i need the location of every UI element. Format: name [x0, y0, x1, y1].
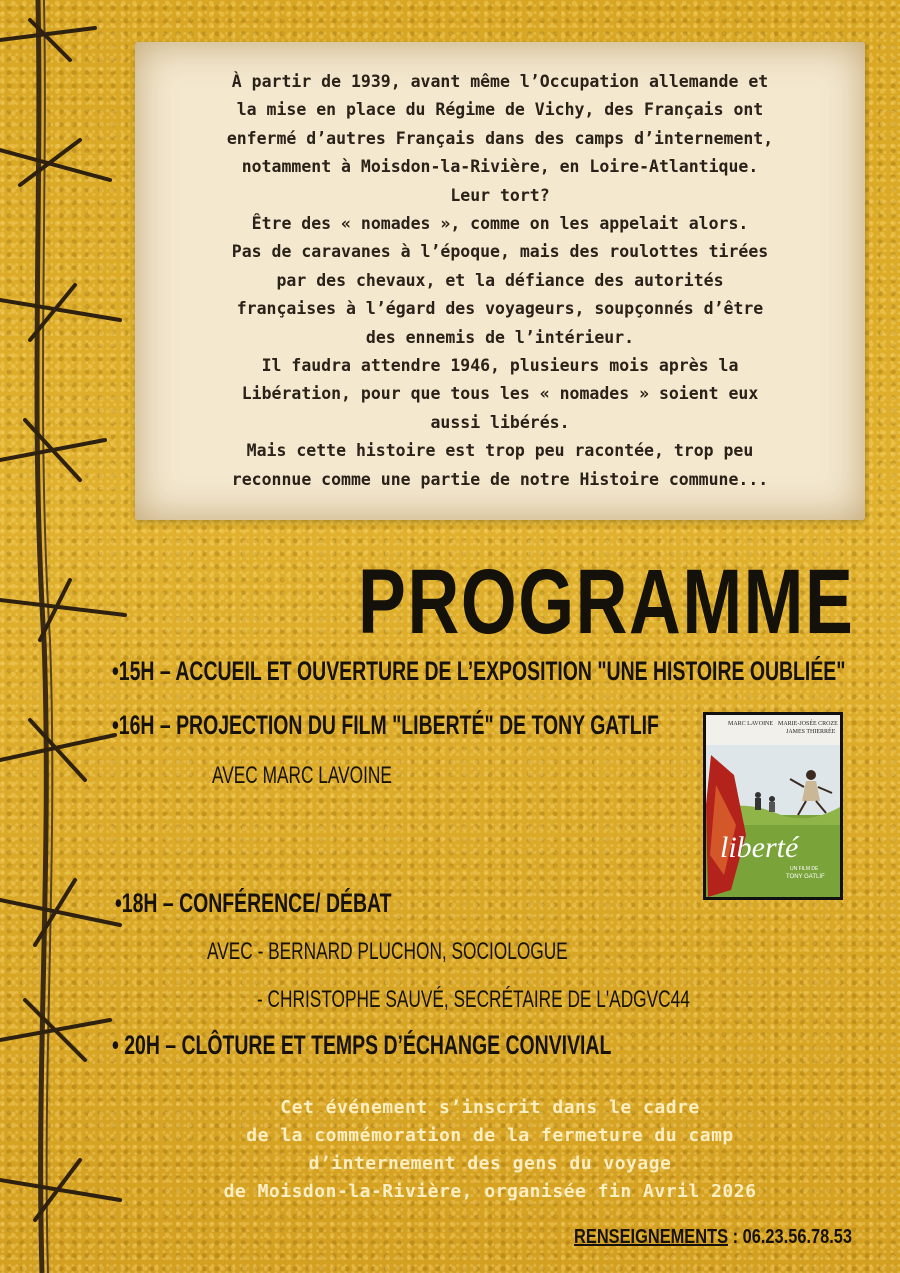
footer-line: Cet événement s’inscrit dans le cadre — [280, 1097, 700, 1118]
programme-item-18h-speaker-1: AVEC - BERNARD PLUCHON, SOCIOLOGUE — [207, 938, 568, 965]
intro-line: Être des « nomades », comme on les appelait alors. — [251, 214, 749, 234]
intro-line: notamment à Moisdon-la-Rivière, en Loire-Atlantique. — [241, 157, 759, 177]
footer-line: d’internement des gens du voyage — [308, 1153, 672, 1174]
intro-line: par des chevaux, et la défiance des autorités — [276, 270, 724, 290]
intro-text — [153, 68, 847, 494]
intro-line: enfermé d’autres Français dans des camps d’internement, — [226, 128, 774, 148]
intro-line: françaises à l’égard des voyageurs, soupçonnés d’être — [236, 299, 764, 319]
footer-line: de Moisdon-la-Rivière, organisée fin Avril 2026 — [223, 1181, 757, 1202]
poster-credit-2: TONY GATLIF — [786, 874, 825, 880]
contact-label: RENSEIGNEMENTS — [573, 1226, 728, 1248]
programme-item-18h-speaker-2: - CHRISTOPHE SAUVÉ, SECRÉTAIRE DE L'ADGVC44 — [257, 986, 690, 1013]
footer-line: de la commémoration de la fermeture du camp — [246, 1125, 734, 1146]
intro-note — [135, 42, 865, 520]
intro-line: aussi libérés. — [430, 412, 570, 432]
poster-credit-1: UN FILM DE — [790, 866, 819, 872]
intro-line: Libération, pour que tous les « nomades » soient eux — [241, 384, 759, 404]
poster-actor-right-2: JAMES THIERRÉE — [786, 729, 836, 735]
film-poster-image — [706, 715, 840, 897]
poster-actor-left: MARC LAVOINE — [728, 721, 774, 727]
intro-line: À partir de 1939, avant même l’Occupation allemande et — [231, 72, 769, 91]
barbed-wire-illustration — [0, 0, 140, 1273]
intro-line: Pas de caravanes à l’époque, mais des roulottes tirées — [231, 242, 769, 262]
intro-line: la mise en place du Régime de Vichy, des Français ont — [236, 100, 764, 120]
programme-item-18h: •18H – CONFÉRENCE/ DÉBAT — [115, 888, 392, 918]
programme-item-20h: • 20H – CLÔTURE ET TEMPS D’ÉCHANGE CONVIVIAL — [112, 1030, 612, 1060]
intro-line: Leur tort? — [450, 185, 550, 205]
intro-line: Mais cette histoire est trop peu racontée, trop peu — [246, 441, 754, 461]
programme-item-16h: •16H – PROJECTION DU FILM "LIBERTÉ" DE TONY GATLIF — [112, 710, 659, 740]
programme-item-16h-cast: AVEC MARC LAVOINE — [212, 762, 392, 789]
event-context-text — [90, 1094, 890, 1206]
intro-line: Il faudra attendre 1946, plusieurs mois après la — [261, 356, 739, 376]
intro-line: des ennemis de l’intérieur. — [365, 327, 635, 347]
poster-actor-right-1: MARIE-JOSÉE CROZE — [778, 721, 838, 727]
contact-separator: : — [727, 1226, 743, 1248]
intro-line: reconnue comme une partie de notre Histoire commune... — [231, 469, 769, 489]
contact-phone: 06.23.56.78.53 — [742, 1226, 852, 1248]
film-poster — [703, 712, 843, 900]
contact-info — [574, 1226, 852, 1249]
programme-item-15h: •15H – ACCUEIL ET OUVERTURE DE L’EXPOSITION "UNE HISTOIRE OUBLIÉE" — [112, 656, 846, 686]
programme-title: PROGRAMME — [357, 551, 854, 653]
poster-title: liberté — [720, 831, 799, 864]
